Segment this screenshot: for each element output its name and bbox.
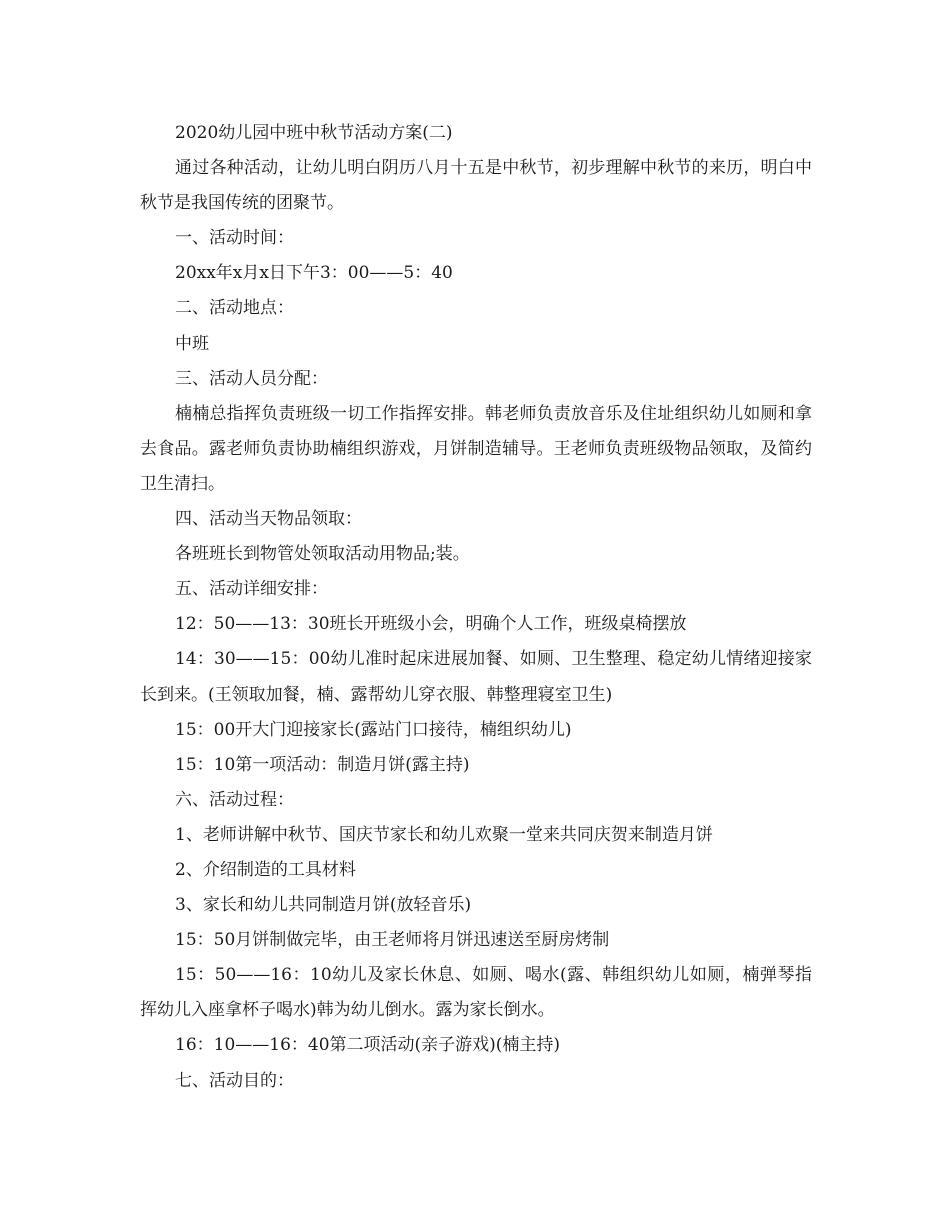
section-heading-staff: 三、活动人员分配： <box>175 368 328 389</box>
schedule-item: 16：10——16：40第二项活动(亲子游戏)(楠主持) <box>175 1035 561 1056</box>
section-heading-supplies: 四、活动当天物品领取： <box>175 509 362 530</box>
staff-assignment-paragraph: 楠楠总指挥负责班级一切工作指挥安排。韩老师负责放音乐及住址组织幼儿如厕和拿去食品。露老师负责协助楠组织游戏，月饼制造辅导。王老师负责班级物品领取，及简约卫生清扫。 <box>140 403 812 494</box>
activity-location-text: 中班 <box>175 333 209 354</box>
process-step: 2、介绍制造的工具材料 <box>175 859 356 880</box>
process-step: 1、老师讲解中秋节、国庆节家长和幼儿欢聚一堂来共同庆贺来制造月饼 <box>175 824 713 845</box>
section-heading-process: 六、活动过程： <box>175 789 294 810</box>
schedule-item: 15：10第一项活动：制造月饼(露主持) <box>175 754 470 775</box>
supplies-paragraph: 各班班长到物管处领取活动用物品;装。 <box>175 544 470 565</box>
section-heading-time: 一、活动时间： <box>175 228 294 249</box>
section-heading-schedule: 五、活动详细安排： <box>175 579 328 600</box>
schedule-item: 15：50月饼制做完毕，由王老师将月饼迅速送至厨房烤制 <box>175 930 610 951</box>
schedule-item: 15：50——16：10幼儿及家长休息、如厕、喝水(露、韩组织幼儿如厕，楠弹琴指挥幼儿入座拿杯子喝水)韩为幼儿倒水。露为家长倒水。 <box>140 965 812 1021</box>
process-step: 3、家长和幼儿共同制造月饼(放轻音乐) <box>175 895 472 916</box>
document-body <box>140 116 812 1099</box>
section-heading-purpose: 七、活动目的： <box>175 1070 294 1091</box>
section-heading-location: 二、活动地点： <box>175 298 294 319</box>
schedule-item: 14：30——15：00幼儿准时起床进展加餐、如厕、卫生整理、稳定幼儿情绪迎接家长到来。(王领取加餐，楠、露帮幼儿穿衣服、韩整理寝室卫生) <box>140 649 812 705</box>
activity-time-text: 20xx年x月x日下午3：00——5：40 <box>175 263 453 284</box>
document-title: 2020幼儿园中班中秋节活动方案(二) <box>175 123 453 143</box>
intro-paragraph: 通过各种活动，让幼儿明白阴历八月十五是中秋节，初步理解中秋节的来历，明白中秋节是我国传统的团聚节。 <box>140 158 812 214</box>
schedule-item: 12：50——13：30班长开班级小会，明确个人工作，班级桌椅摆放 <box>175 614 687 635</box>
schedule-item: 15：00开大门迎接家长(露站门口接待，楠组织幼儿) <box>175 719 572 740</box>
